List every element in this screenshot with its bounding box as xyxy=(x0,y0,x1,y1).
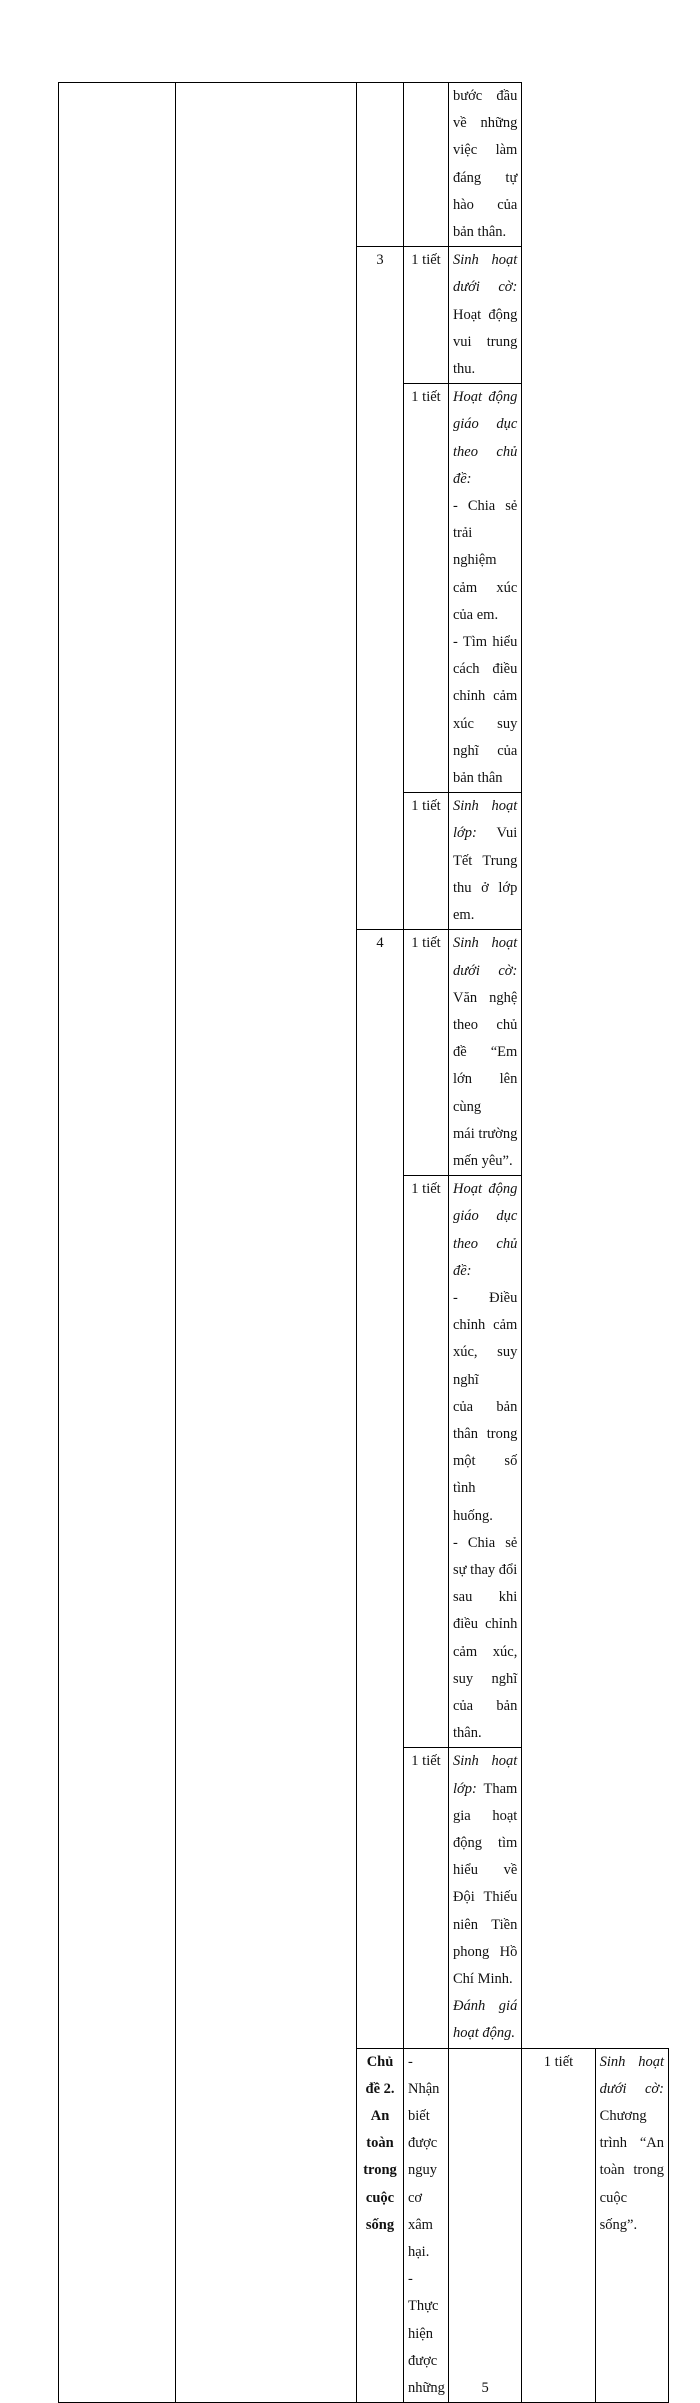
activity-cell xyxy=(449,1176,522,1748)
activity-text xyxy=(453,247,517,329)
requirement-cell-empty xyxy=(176,83,357,2403)
period-count: 1 tiết xyxy=(404,1176,449,1748)
activity-label: Sinh hoạt lớp: xyxy=(453,1753,518,1797)
activity-text: huống. xyxy=(453,1507,493,1524)
activity-text: bước đầu về những việc làm xyxy=(453,88,518,159)
week-number: 5 xyxy=(449,2048,522,2403)
activity-cell xyxy=(449,83,522,247)
activity-text: xúc suy nghĩ của bản thân xyxy=(453,715,518,787)
activity-text: Tham gia hoạt xyxy=(453,1780,518,1824)
activity-text xyxy=(453,793,517,875)
activity-label: đề: xyxy=(453,1262,472,1279)
activity-text: - Chia sẻ trải nghiệm cảm xúc xyxy=(453,498,518,596)
activity-label: Sinh hoạt lớp: xyxy=(453,798,518,842)
activity-text xyxy=(453,930,517,1012)
activity-label: Hoạt động giáo dục theo chủ xyxy=(453,389,518,460)
activity-cell xyxy=(595,2048,668,2403)
topic-title-line: An toàn trong xyxy=(363,2108,397,2179)
requirement-text: - Nhận biết được nguy cơ xyxy=(408,2053,440,2206)
activity-text: Chương xyxy=(599,2108,647,2125)
activity-text: niên Tiền phong Hồ Chí Minh. xyxy=(453,1916,518,1988)
requirement-text: xâm hại. xyxy=(408,2216,433,2261)
activity-cell xyxy=(449,384,522,793)
activity-text: Văn nghệ xyxy=(453,989,518,1006)
activity-text: Vui Tết Trung xyxy=(453,825,518,869)
activity-text: trình “An toàn trong cuộc xyxy=(599,2135,664,2206)
topic-title-line: cuộc sống xyxy=(365,2189,395,2233)
activity-text xyxy=(453,1748,517,1830)
activity-label: đề: xyxy=(453,470,472,487)
activity-text: sống”. xyxy=(599,2216,638,2233)
period-count: 1 tiết xyxy=(522,2048,595,2403)
period-cell-empty xyxy=(404,83,449,247)
requirement-text: - Thực hiện được những xyxy=(408,2271,445,2397)
activity-cell xyxy=(449,930,522,1176)
period-count: 1 tiết xyxy=(404,384,449,793)
period-count: 1 tiết xyxy=(404,930,449,1176)
period-count: 1 tiết xyxy=(404,247,449,384)
activity-text: mái trường mến yêu”. xyxy=(453,1125,518,1169)
activity-text: của bản thân trong một số tình xyxy=(453,1398,518,1497)
activity-text: - Chia sẻ sự thay đổi sau khi xyxy=(453,1534,518,1606)
activity-label: Hoạt động giáo dục theo chủ xyxy=(453,1181,518,1252)
activity-text: điều chỉnh cảm xúc, suy nghĩ xyxy=(453,1616,518,1687)
activity-label: Sinh hoạt dưới cờ: xyxy=(453,252,518,296)
activity-text: vui trung thu. xyxy=(453,333,518,378)
activity-text xyxy=(600,2049,664,2131)
activity-cell xyxy=(449,1748,522,2048)
activity-cell xyxy=(449,247,522,384)
topic-title xyxy=(357,2048,404,2403)
table-row xyxy=(59,83,669,247)
requirement-cell xyxy=(404,2048,449,2403)
activity-cell xyxy=(449,793,522,930)
activity-text: của bản thân. xyxy=(453,1697,518,1742)
activity-label: Sinh hoạt dưới cờ: xyxy=(453,935,518,979)
activity-text: động tìm hiểu về Đội Thiếu xyxy=(453,1835,518,1906)
topic-title-line: Chủ đề 2. xyxy=(365,2053,395,2097)
activity-label: Đánh giá hoạt động. xyxy=(453,1998,518,2042)
activity-text: Hoạt động xyxy=(453,306,518,323)
activity-label: Sinh hoạt dưới cờ: xyxy=(599,2053,664,2097)
topic-cell-empty xyxy=(59,83,176,2403)
week-number: 4 xyxy=(357,930,404,2048)
activity-text: - Điều chỉnh cảm xúc, suy nghĩ xyxy=(453,1289,518,1388)
week-number: 3 xyxy=(357,247,404,930)
activity-text: đáng tự hào của bản thân. xyxy=(453,169,518,241)
activity-text: theo chủ đề “Em lớn lên cùng xyxy=(453,1016,518,1115)
period-count: 1 tiết xyxy=(404,793,449,930)
activity-text: thu ở lớp em. xyxy=(453,879,518,924)
week-cell-empty xyxy=(357,83,404,247)
activity-text: - Tìm hiểu cách điều chỉnh cảm xyxy=(453,634,518,705)
activity-text: của em. xyxy=(453,606,499,623)
period-count: 1 tiết xyxy=(404,1748,449,2048)
lesson-plan-table xyxy=(58,82,669,2403)
